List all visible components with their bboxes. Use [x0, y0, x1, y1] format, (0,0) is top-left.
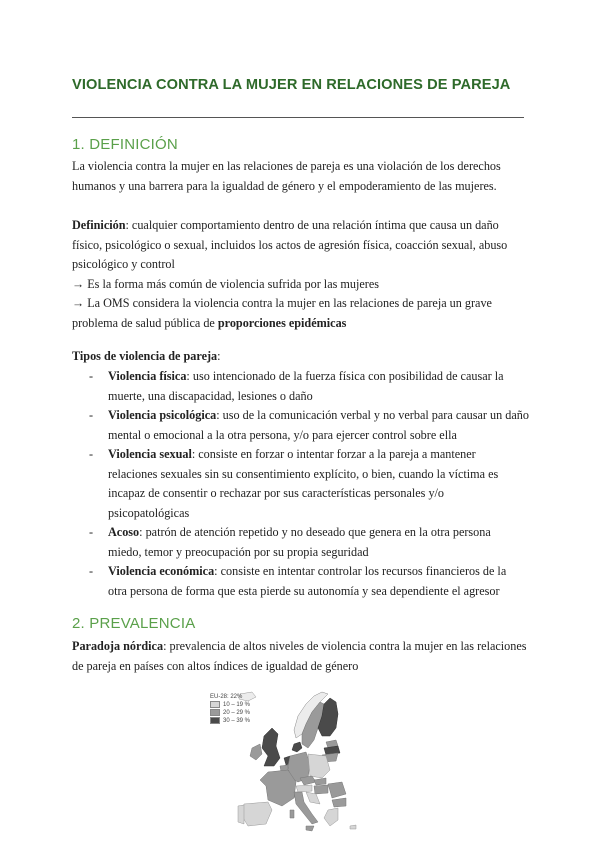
type-text: incapaz de consentir o rechazar por sus características personales y/o — [108, 486, 445, 500]
list-item-fisica — [72, 367, 532, 406]
bullet-dash: - — [89, 564, 94, 578]
legend-swatch — [210, 709, 220, 716]
legend-row — [210, 717, 250, 725]
country-hungary — [314, 785, 328, 794]
type-label: Acoso — [108, 525, 140, 539]
bullet-dash: - — [89, 369, 94, 383]
legend-title: EU-28: 22% — [210, 694, 243, 700]
type-text: : uso intencionado de la fuerza física con posibilidad de causar la — [186, 369, 504, 383]
type-text: relaciones sexuales sin su consentimiento explícito, o bien, cuando la víctima es — [108, 466, 499, 481]
paradox-text: de pareja en países con altos índices de igualdad de género — [72, 658, 359, 673]
list-item-economica — [72, 562, 532, 601]
definition-paragraph — [72, 216, 532, 333]
type-text: psicopatológicas — [108, 505, 190, 520]
bullet-dash: - — [89, 408, 94, 422]
list-item-sexual — [72, 445, 532, 523]
bullet-dash: - — [89, 525, 94, 539]
legend-label: 10 – 19 % — [223, 702, 251, 709]
type-text: : consiste en forzar o intentar forzar a la pareja a mantener — [191, 447, 476, 461]
type-label: Violencia psicológica — [108, 408, 217, 422]
type-label: Violencia económica — [108, 564, 215, 578]
legend-row — [210, 709, 250, 717]
arrow-point: problema de salud pública de — [72, 315, 218, 330]
definition-text: : cualquier comportamiento dentro de una relación íntima que causa un daño — [125, 218, 499, 232]
type-text: otra persona de forma que esta pierde su autonomía y sea dependiente el agresor — [108, 583, 500, 598]
legend-row — [210, 701, 250, 709]
paradox-text: : prevalencia de altos niveles de violencia contra la mujer en las relaciones — [163, 639, 527, 653]
bullet-dash: - — [89, 447, 94, 461]
map-legend — [210, 693, 250, 725]
intro-line: humanos y una barrera para la igualdad de género y el empoderamiento de las mujeres. — [72, 178, 497, 193]
intro-line: La violencia contra la mujer en las relaciones de pareja es una violación de los derechos — [72, 159, 501, 173]
list-item-psicologica — [72, 406, 532, 445]
type-text: muerte, una discapacidad, lesiones o daño — [108, 388, 313, 403]
legend-swatch — [210, 717, 220, 724]
legend-swatch — [210, 701, 220, 708]
type-text: miedo, temor y preocupación por su propia seguridad — [108, 544, 369, 559]
type-text: : uso de la comunicación verbal y no verbal para causar un daño — [216, 408, 529, 422]
country-sardinia — [290, 810, 294, 818]
type-text: : patrón de atención repetido y no deseado que genera en la otra persona — [139, 525, 491, 539]
type-text: : consiste en intentar controlar los recursos financieros de la — [214, 564, 507, 578]
type-text: mental o emocional a la otra persona, y/o para ejercer control sobre ella — [108, 427, 457, 442]
violence-types-list — [72, 367, 532, 601]
paradox-paragraph — [72, 637, 532, 676]
legend-label: 20 – 29 % — [223, 710, 251, 717]
section-heading-definicion: 1. DEFINICIÓN — [72, 136, 178, 153]
country-austria — [296, 785, 312, 792]
title-divider — [72, 117, 524, 118]
arrow-point: → La OMS considera la violencia contra la mujer en las relaciones de pareja un grave — [72, 296, 492, 310]
types-heading — [72, 347, 532, 367]
section-heading-prevalencia: 2. PREVALENCIA — [72, 615, 196, 632]
emphasis-text: proporciones epidémicas — [217, 315, 347, 330]
legend-label: 30 – 39 % — [223, 718, 251, 725]
type-label: Violencia física — [108, 369, 187, 383]
type-label: Violencia sexual — [108, 447, 192, 461]
types-heading-colon: : — [217, 349, 221, 363]
list-item-acoso — [72, 523, 532, 562]
definition-text: psicológico y control — [72, 257, 175, 271]
definition-text: físico, psicológico o sexual, incluidos los actos de agresión física, coacción sexual, abuso — [72, 237, 508, 252]
paradox-label: Paradoja nórdica — [72, 639, 164, 653]
arrow-point: → Es la forma más común de violencia sufrida por las mujeres — [72, 276, 379, 291]
types-heading-label: Tipos de violencia de pareja — [72, 349, 218, 363]
country-cyprus — [350, 825, 356, 829]
intro-paragraph — [72, 157, 532, 196]
definition-label: Definición — [72, 218, 126, 232]
document-title: VIOLENCIA CONTRA LA MUJER EN RELACIONES DE PAREJA — [72, 77, 511, 93]
country-portugal — [238, 805, 244, 824]
